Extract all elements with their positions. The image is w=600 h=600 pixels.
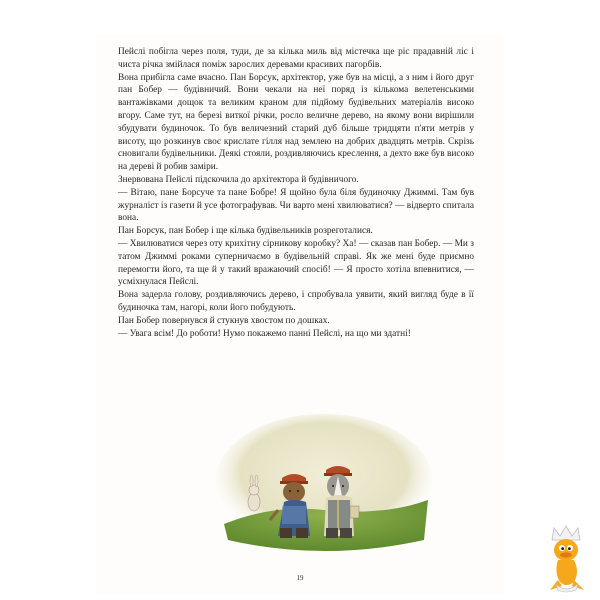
paragraph: — Вітаю, пане Борсуче та пане Бобре! Я щойно була біля будиночку Джиммі. Там був журналіст із газети й усе фотографував. Чи варто мені хвилюватися? — відверто спитала вона. [118, 187, 474, 224]
page-number: 19 [296, 574, 304, 582]
paragraph: Вона прибігла саме вчасно. Пан Борсук, архітектор, уже був на місці, а з ним і його друг пан Бобер — будівничий. Вони чекали на неї поряд із кількома велетенськими вантажівками дощок та великим краном для підйому будівельних матеріалів високо вгору. Саме тут, на березі виткої річки, росло величне дерево, на якому вони вирішили збудувати будиночок. То був величезний старий дуб більше тридцяти п'яти метрів у висоту, що розкинув своє крислате гілля над землею на добрих двадцять метрів. Скрізь сновигали будівельники. Деякі стояли, роздивляючись креслення, а дехто вже був високо на дереві й робив заміри. [118, 72, 474, 173]
paragraph: — Хвилюватися через оту крихітну сірникову коробку? Ха! — сказав пан Бобер. — Ми з татом Джиммі роками суперничаємо в будівельній справі. Як же мені буде приємно перемогти його, та ще й у такий вражаючий спосіб! — Я просто хотіла впевнитися, — усміхнулася Пейслі. [118, 238, 474, 288]
duckling-in-eggshell-logo [540, 524, 594, 594]
paragraph: Пейслі побігла через поля, туди, де за кілька миль від містечка ще ріс прадавній ліс і чиста річка змійлася поміж зарослих деревами красивих пагорбів. [118, 47, 474, 70]
duckling-head-icon [554, 539, 578, 561]
paragraph: Пан Борсук, пан Бобер і ще кілька будівельників розреготалися. [118, 226, 373, 237]
paragraph: Пан Бобер повернувся й стукнув хвостом по дошках. [118, 315, 330, 326]
paragraph: — Увага всім! До роботи! Нумо покажемо панні Пейслі, на що ми здатні! [118, 328, 411, 339]
story-text [118, 46, 474, 340]
paragraph: Вона задерла голову, роздивляючись дерево, і спробувала уявити, який вигляд буде в її будиночка там, нагорі, коли його побудують. [118, 290, 474, 313]
eggshell-top-icon [552, 526, 580, 540]
book-page [96, 34, 504, 594]
badger-beaver-rabbit-illustration [214, 412, 434, 562]
paragraph: Знервована Пейслі підскочила до архітектора й будівничого. [118, 174, 359, 185]
